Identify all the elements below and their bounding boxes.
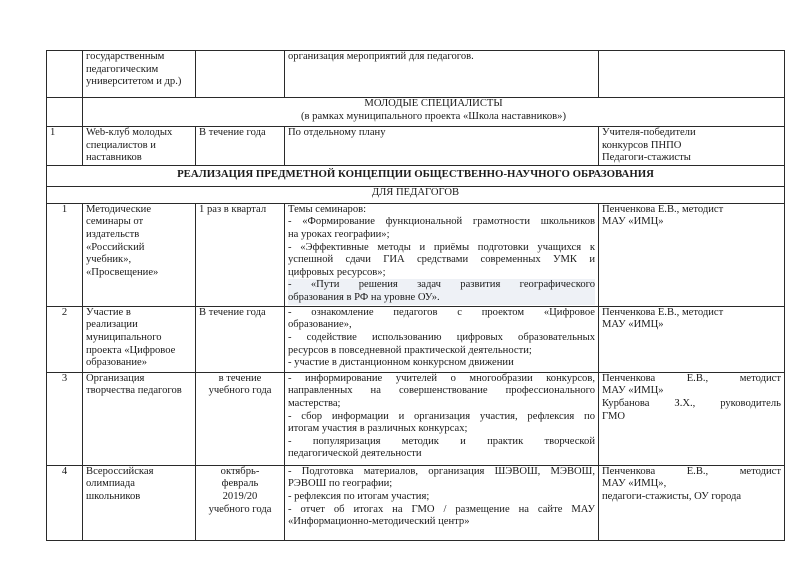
content-text: мастерства;	[288, 397, 341, 409]
table-row	[47, 372, 785, 465]
responsible-text: педагоги-стажисты, ОУ города	[602, 490, 742, 502]
cell-event	[83, 203, 196, 306]
content-text: - содействие использованию цифровых образовательных	[288, 331, 595, 343]
responsible-text: Пенченкова Е.В., методист	[602, 203, 724, 215]
content-text: итогам участия в различных конкурсах;	[288, 423, 468, 435]
event-text: государственным	[86, 51, 165, 62]
cell-content: организация мероприятий для педагогов.	[285, 51, 599, 98]
event-text: школьников	[86, 490, 141, 502]
cell-content	[285, 372, 599, 465]
cell-num: 4	[47, 465, 83, 540]
cell-num: 2	[47, 306, 83, 372]
event-text: «Российский	[86, 241, 145, 253]
cell-num	[47, 51, 83, 98]
period-text: 2019/20	[222, 490, 258, 502]
event-text: Web-клуб молодых	[86, 127, 173, 138]
content-text: - участие в дистанционном конкурсном движении	[288, 357, 514, 369]
event-text: университетом и др.)	[86, 76, 182, 88]
event-text: Организация	[86, 372, 145, 384]
event-text: образование»	[86, 357, 148, 369]
cell-responsible	[599, 465, 785, 540]
content-text: цифровых ресурсов»;	[288, 266, 386, 278]
young-specialists-header	[83, 98, 785, 127]
event-text: семинары от	[86, 216, 144, 228]
responsible-text: Курбанова З.Х., руководитель	[602, 397, 781, 409]
event-text: учебник»,	[86, 254, 132, 266]
cell-num: 3	[47, 372, 83, 465]
responsible-text: конкурсов ПНПО	[602, 139, 682, 151]
content-text: - популяризация методик и практик творческой	[288, 435, 595, 447]
event-text: реализации	[86, 319, 138, 331]
cell-num: 1	[47, 203, 83, 306]
content-text: - ознакомление педагогов с проектом «Цифровое	[288, 306, 595, 318]
content-text: РЭВОШ по географии;	[288, 478, 393, 490]
table-row	[47, 203, 785, 306]
content-text: на уроках географии»;	[288, 228, 390, 240]
period-text: учебного года	[208, 503, 272, 515]
content-text: - сбор информации и организация участия, рефлексия по	[288, 410, 595, 422]
responsible-text: МАУ «ИМЦ»	[602, 319, 664, 331]
section-title: РЕАЛИЗАЦИЯ ПРЕДМЕТНОЙ КОНЦЕПЦИИ ОБЩЕСТВЕННО-НАУЧНОГО ОБРАЗОВАНИЯ	[47, 165, 785, 186]
cell-period	[196, 51, 285, 98]
cell-event	[83, 372, 196, 465]
table-row	[47, 465, 785, 540]
cell-period	[196, 465, 285, 540]
responsible-text: МАУ «ИМЦ»,	[602, 478, 667, 490]
period-text: 1 раз в квартал	[199, 203, 267, 215]
period-text: октябрь-	[220, 465, 260, 477]
responsible-text: МАУ «ИМЦ»	[602, 216, 664, 228]
responsible-text: ГМО	[602, 410, 626, 422]
cell-period: В течение года	[196, 127, 285, 166]
event-text: Участие в	[86, 306, 131, 318]
cell-content	[285, 465, 599, 540]
cell-responsible	[599, 51, 785, 98]
plan-table	[46, 50, 785, 541]
cell-responsible	[599, 127, 785, 166]
section-header-young	[47, 98, 785, 127]
section-title: МОЛОДЫЕ СПЕЦИАЛИСТЫ	[364, 98, 503, 109]
content-text: - Подготовка материалов, организация ШЭВОШ, МЭВОШ,	[288, 465, 595, 477]
responsible-text: Пенченкова Е.В., методист	[602, 372, 781, 384]
section-header-concept	[47, 165, 785, 186]
event-text: «Просвещение»	[86, 266, 159, 278]
section-subtitle: (в рамках муниципального проекта «Школа наставников»)	[301, 110, 566, 122]
event-text: муниципального	[86, 331, 162, 343]
subsection-header	[47, 186, 785, 203]
content-text: - рефлексия по итогам участия;	[288, 490, 430, 502]
responsible-text: Педагоги-стажисты	[602, 152, 691, 164]
content-text: - отчет об итогах на ГМО / размещение на сайте МАУ	[288, 503, 595, 515]
responsible-text: МАУ «ИМЦ»	[602, 385, 664, 397]
cell-content	[285, 306, 599, 372]
content-text: - информирование учителей о многообразии конкурсов,	[288, 372, 595, 384]
event-text: творчества педагогов	[86, 385, 182, 397]
event-text: Всероссийская	[86, 465, 154, 477]
event-text: Методические	[86, 203, 152, 215]
table-row	[47, 306, 785, 372]
event-text: издательств	[86, 228, 140, 240]
event-text: педагогическим	[86, 63, 159, 75]
table-row	[47, 127, 785, 166]
cell-event	[83, 127, 196, 166]
responsible-text: Учителя-победители	[602, 127, 696, 138]
event-text: наставников	[86, 152, 142, 164]
period-text: февраль	[221, 478, 259, 490]
responsible-text: Пенченкова Е.В., методист	[602, 465, 781, 477]
content-text: направленных на совершенствование профессионального	[288, 385, 595, 397]
event-text: специалистов и	[86, 139, 156, 151]
table-row-continued	[47, 51, 785, 98]
content-text: Темы семинаров:	[288, 203, 367, 215]
content-text: образования в РФ на уровне ОУ».	[288, 292, 595, 305]
cell-responsible	[599, 306, 785, 372]
cell-period	[196, 306, 285, 372]
cell-event	[83, 465, 196, 540]
event-text: олимпиада	[86, 478, 135, 490]
content-text: «Информационно-методический центр»	[288, 516, 470, 528]
responsible-text: Пенченкова Е.В., методист	[602, 306, 724, 318]
content-text: - «Эффективные методы и приёмы подготовки учащихся к	[288, 241, 595, 253]
period-text: в течение	[218, 372, 262, 384]
cell-num	[47, 98, 83, 127]
period-text: В течение года	[199, 306, 266, 318]
content-text: ресурсов в повседневной практической деятельности;	[288, 344, 532, 356]
cell-num: 1	[47, 127, 83, 166]
cell-responsible	[599, 203, 785, 306]
event-text: проекта «Цифровое	[86, 344, 176, 356]
cell-event	[83, 51, 196, 98]
period-text: учебного года	[208, 385, 272, 397]
content-text: - «Формирование функциональной грамотности школьников	[288, 216, 595, 228]
cell-content: По отдельному плану	[285, 127, 599, 166]
cell-content	[285, 203, 599, 306]
content-text: образование»,	[288, 319, 352, 331]
subsection-title: ДЛЯ ПЕДАГОГОВ	[47, 186, 785, 203]
content-text: педагогической деятельности	[288, 448, 422, 460]
cell-period	[196, 372, 285, 465]
cell-period	[196, 203, 285, 306]
cell-event	[83, 306, 196, 372]
content-text: - «Пути решения задач развития географического	[288, 279, 595, 291]
cell-responsible	[599, 372, 785, 465]
content-text: успешной сдачи ГИА средствами современных УМК и	[288, 254, 595, 266]
